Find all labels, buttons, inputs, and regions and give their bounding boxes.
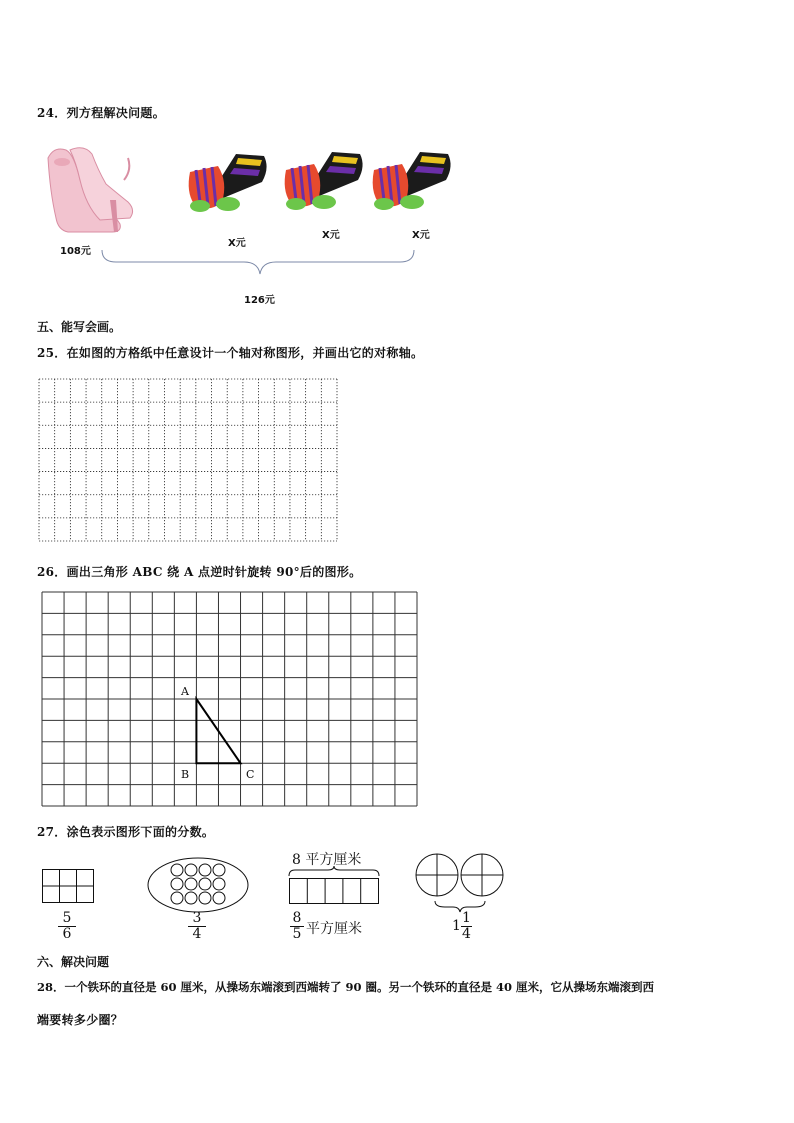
striped-socks-icon bbox=[188, 152, 270, 214]
q24-title: 24．列方程解决问题。 bbox=[37, 106, 165, 120]
section-6-title: 六、解决问题 bbox=[37, 955, 110, 969]
fraction-5-6 bbox=[58, 911, 76, 942]
denominator: 4 bbox=[188, 926, 206, 942]
denominator: 5 bbox=[290, 926, 304, 942]
numerator: 5 bbox=[62, 910, 72, 926]
fraction-8-5 bbox=[290, 911, 304, 942]
high-heel-shoes-icon bbox=[40, 140, 140, 235]
numerator: 8 bbox=[292, 910, 302, 926]
mixed-whole: 1 bbox=[452, 918, 461, 934]
sock-price-label: X元 bbox=[412, 230, 430, 241]
q28-line2: 端要转多少圈？ bbox=[37, 1013, 124, 1027]
total-price-label: 126元 bbox=[244, 295, 275, 306]
q27-title: 27．涂色表示图形下面的分数。 bbox=[37, 825, 215, 839]
square-grid[interactable] bbox=[41, 591, 418, 807]
denominator: 6 bbox=[58, 926, 76, 942]
numerator: 1 bbox=[462, 910, 471, 926]
q26-title: 26．画出三角形 ABC 绕 A 点逆时针旋转 90°后的图形。 bbox=[37, 565, 362, 579]
ellipse-12-circles[interactable] bbox=[147, 857, 249, 913]
fraction-3-4 bbox=[188, 911, 206, 942]
unit-label: 平方厘米 bbox=[306, 921, 362, 937]
shoes-price-label: 108元 bbox=[60, 246, 91, 257]
fraction-1-4 bbox=[461, 911, 472, 942]
dotted-grid[interactable] bbox=[38, 378, 338, 542]
q28-line1: 28．一个铁环的直径是 60 厘米，从操场东端滚到西端转了 90 圈。另一个铁环的直径是 40 厘米，它从操场东端滚到西 bbox=[37, 980, 655, 994]
q25-title: 25．在如图的方格纸中任意设计一个轴对称图形，并画出它的对称轴。 bbox=[37, 346, 424, 360]
total-brace bbox=[98, 244, 418, 284]
sock-price-label: X元 bbox=[322, 230, 340, 241]
numerator: 3 bbox=[192, 910, 202, 926]
vertex-label-c: C bbox=[246, 768, 255, 781]
section-5-title: 五、能写会画。 bbox=[37, 320, 122, 334]
sock-price-label: X元 bbox=[228, 238, 246, 249]
two-circles-quartered[interactable] bbox=[415, 851, 507, 913]
striped-socks-icon bbox=[372, 150, 454, 212]
denominator: 4 bbox=[462, 926, 471, 942]
vertex-label-b: B bbox=[181, 768, 190, 781]
rectangle-6-parts[interactable] bbox=[42, 869, 94, 903]
striped-socks-icon bbox=[284, 150, 366, 212]
vertex-label-a: A bbox=[181, 685, 189, 698]
area-label: 8 平方厘米 bbox=[292, 852, 362, 868]
bar-5-parts[interactable] bbox=[288, 866, 380, 906]
